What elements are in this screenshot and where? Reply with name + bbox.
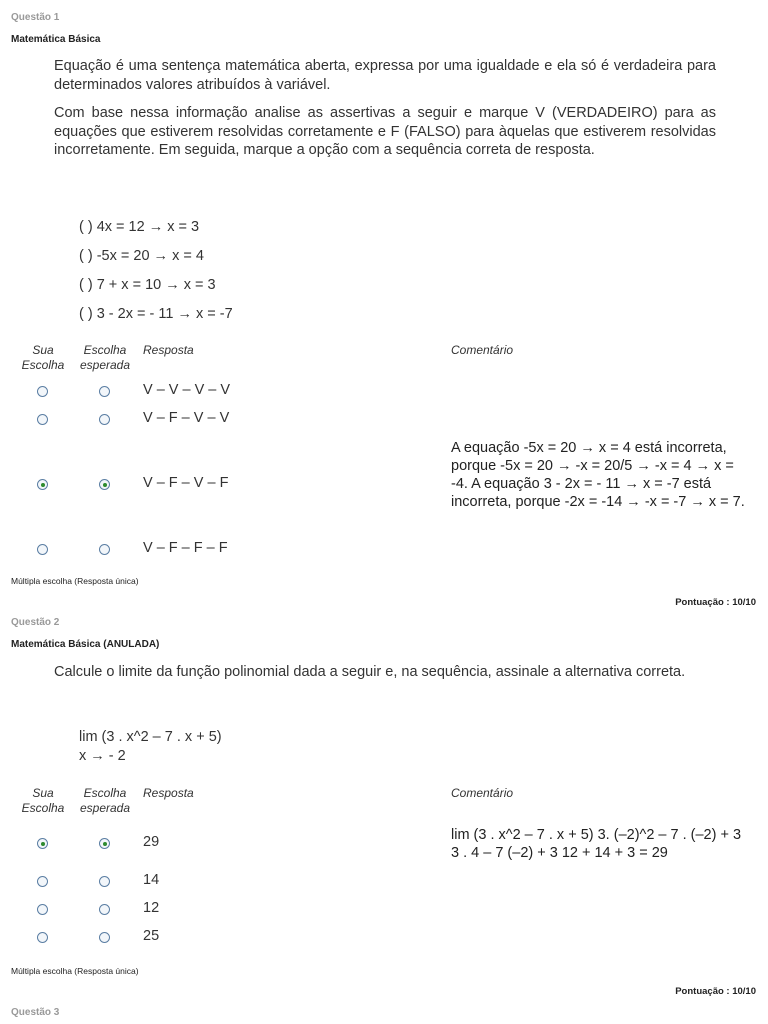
answer-option: 12 bbox=[143, 900, 160, 916]
header-expected-choice: Escolha esperada bbox=[79, 343, 131, 372]
answer-option: V – V – V – V bbox=[143, 382, 231, 398]
your-choice-radio[interactable] bbox=[37, 876, 48, 887]
answer-option: 14 bbox=[143, 872, 160, 888]
expected-choice-radio bbox=[99, 932, 110, 943]
equation-1: ( ) 4x = 12 → x = 3 bbox=[79, 219, 200, 235]
question-3-label: Questão 3 bbox=[11, 1007, 60, 1018]
expected-choice-radio bbox=[99, 876, 110, 887]
question-1-score: Pontuação : 10/10 bbox=[675, 597, 756, 608]
your-choice-radio[interactable] bbox=[37, 386, 48, 397]
question-2-subject: Matemática Básica (ANULADA) bbox=[11, 639, 160, 650]
header-your-choice: Sua Escolha bbox=[21, 786, 65, 815]
expected-choice-radio bbox=[99, 479, 110, 490]
question-1-comment: A equação -5x = 20 → x = 4 está incorreta, porque -5x = 20 → -x = 20/5 → -x = 4 → x = -4. A equação 3 - 2x = - 11 → x = -7 está incorreta, porque -2x = -14 → -x = -7 → x = 7. bbox=[451, 440, 745, 510]
question-2-label: Questão 2 bbox=[11, 617, 60, 628]
your-choice-radio[interactable] bbox=[37, 904, 48, 915]
your-choice-radio[interactable] bbox=[37, 932, 48, 943]
limit-expression: lim (3 . x^2 – 7 . x + 5) bbox=[79, 729, 222, 745]
header-your-choice: Sua Escolha bbox=[21, 343, 65, 372]
question-2-type: Múltipla escolha (Resposta única) bbox=[11, 966, 139, 976]
expected-choice-radio bbox=[99, 386, 110, 397]
answer-option: V – F – V – V bbox=[143, 410, 230, 426]
header-answer: Resposta bbox=[143, 786, 194, 800]
question-1-type: Múltipla escolha (Resposta única) bbox=[11, 576, 139, 586]
answer-option: 29 bbox=[143, 834, 160, 850]
question-1-paragraph-1: Equação é uma sentença matemática aberta, expressa por uma igualdade e ela só é verdadeira para determinados valores atribuídos à variável. bbox=[54, 58, 716, 93]
your-choice-radio[interactable] bbox=[37, 544, 48, 555]
question-1-paragraph-2: Com base nessa informação analise as assertivas a seguir e marque V (VERDADEIRO) para as equações que estiverem resolvidas corretamente e F (FALSO) para àquelas que estiverem resolvidas incorretamente. Em seguida, marque a opção com a sequência correta de resposta. bbox=[54, 105, 716, 158]
question-2-paragraph-1: Calcule o limite da função polinomial dada a seguir e, na sequência, assinale a alternativa correta. bbox=[54, 664, 686, 680]
answer-option: V – F – V – F bbox=[143, 475, 229, 491]
expected-choice-radio bbox=[99, 544, 110, 555]
answer-option: 25 bbox=[143, 928, 160, 944]
your-choice-radio[interactable] bbox=[37, 414, 48, 425]
equation-4: ( ) 3 - 2x = - 11 → x = -7 bbox=[79, 306, 233, 322]
your-choice-radio[interactable] bbox=[37, 479, 48, 490]
question-1-label: Questão 1 bbox=[11, 12, 60, 23]
header-comment: Comentário bbox=[451, 343, 514, 357]
answer-option: V – F – F – F bbox=[143, 540, 228, 556]
expected-choice-radio bbox=[99, 904, 110, 915]
header-expected-choice: Escolha esperada bbox=[79, 786, 131, 815]
limit-approach: x → - 2 bbox=[79, 748, 126, 764]
expected-choice-radio bbox=[99, 838, 110, 849]
header-answer: Resposta bbox=[143, 343, 194, 357]
your-choice-radio[interactable] bbox=[37, 838, 48, 849]
equation-3: ( ) 7 + x = 10 → x = 3 bbox=[79, 277, 216, 293]
question-2-comment: lim (3 . x^2 – 7 . x + 5) 3. (–2)^2 – 7 . (–2) + 3 3 . 4 – 7 (–2) + 3 12 + 14 + 3 = 29 bbox=[451, 827, 742, 861]
header-comment: Comentário bbox=[451, 786, 514, 800]
question-1-subject: Matemática Básica bbox=[11, 34, 101, 45]
question-2-score: Pontuação : 10/10 bbox=[675, 986, 756, 997]
equation-2: ( ) -5x = 20 → x = 4 bbox=[79, 248, 204, 264]
expected-choice-radio bbox=[99, 414, 110, 425]
